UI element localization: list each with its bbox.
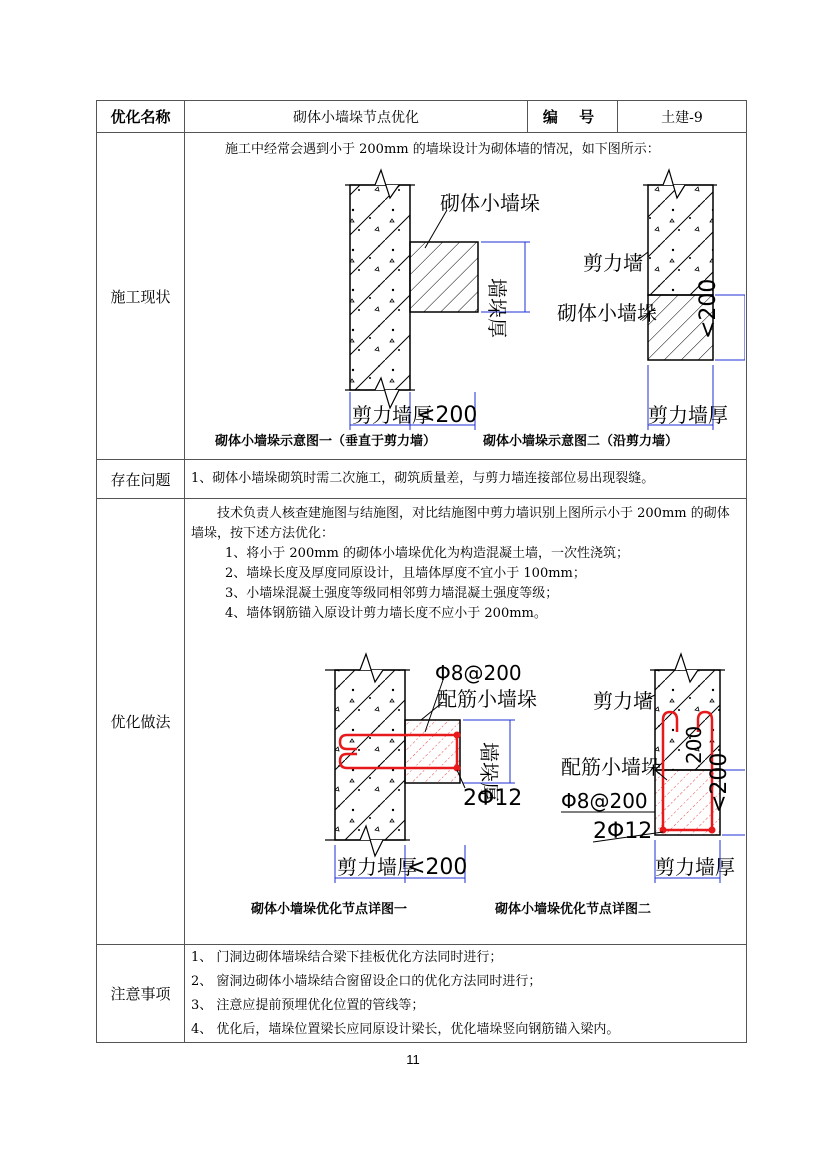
- method-caption-2: 砌体小墙垛优化节点详图二: [495, 902, 652, 917]
- fig3-tag-rebar: 配筋小墙垛: [437, 687, 537, 711]
- masonry-pier-1: [410, 242, 478, 312]
- status-captions: [185, 430, 746, 459]
- fig4-tag-shear: 剪力墙: [593, 689, 653, 713]
- fig2-tag-lt200: <200: [696, 278, 721, 339]
- page-number: 11: [406, 1052, 420, 1067]
- fig1-tag-lt200: <200: [417, 403, 478, 428]
- optimization-number: 土建-9: [618, 101, 747, 133]
- fig2-tag-masonry: 砌体小墙垛: [557, 301, 657, 325]
- fig3-tag-lt200: <200: [407, 855, 468, 880]
- figure-3: [325, 654, 537, 883]
- fig3-tag-wall: 剪力墙厚: [337, 855, 417, 879]
- status-caption-2: 砌体小墙垛示意图二（沿剪力墙）: [483, 434, 679, 449]
- method-captions: [185, 890, 746, 917]
- figure-2: [557, 170, 745, 430]
- method-figures: [185, 640, 745, 890]
- fig4-tag-200: 200: [682, 725, 706, 764]
- optimization-title: 砌体小墙垛节点优化: [185, 101, 528, 133]
- label-method: 优化做法: [97, 499, 185, 945]
- label-number: 编 号: [528, 101, 618, 133]
- label-name: 优化名称: [97, 101, 185, 133]
- method-item-1: 1、将小于 200mm 的砌体小墙垛优化为构造混凝土墙，一次性浇筑；: [225, 546, 630, 561]
- status-row: [97, 133, 747, 460]
- status-caption-1: 砌体小墙垛示意图一（垂直于剪力墙）: [215, 434, 437, 449]
- fig3-tag-bars: 2Φ12: [463, 786, 523, 811]
- note-item-1: 1、 门洞边砌体墙垛结合梁下挂板优化方法同时进行；: [191, 949, 503, 965]
- method-intro: 技术负责人核查建施图与结施图，对比结施图中剪力墙识别上图所示小于 200mm 的砌体墙垛，按下述方法优化：: [191, 506, 730, 541]
- fig4-tag-rebar: 配筋小墙垛: [561, 755, 661, 779]
- method-item-3: 3、小墙垛混凝土强度等级同相邻剪力墙混凝土强度等级；: [225, 586, 559, 601]
- method-content: [185, 499, 747, 945]
- label-problem: 存在问题: [97, 460, 185, 499]
- header-row: [97, 101, 747, 133]
- fig2-tag-shear: 剪力墙: [583, 251, 643, 275]
- fig4-tag-stirrup: Φ8@200: [561, 789, 648, 813]
- shear-wall-1: [350, 185, 410, 390]
- method-row: [97, 499, 747, 945]
- label-status: 施工现状: [97, 133, 185, 460]
- status-content: [185, 133, 747, 460]
- status-figures: [185, 160, 745, 430]
- note-item-3: 3、 注意应提前预埋优化位置的管线等；: [191, 997, 425, 1013]
- method-caption-1: 砌体小墙垛优化节点详图一: [251, 902, 408, 917]
- rebar-pier-3: [405, 720, 460, 783]
- fig3-tag-stirrup: Φ8@200: [435, 661, 522, 685]
- fig4-tag-lt200: <200: [707, 752, 732, 813]
- bar-dot-3a: [454, 732, 461, 739]
- fig1-tag-wall: 剪力墙厚: [352, 403, 432, 427]
- fig3-tag-thick: 墙垛厚: [477, 742, 501, 802]
- problem-row: [97, 460, 747, 499]
- figure-1: [345, 170, 540, 430]
- fig2-tag-wall: 剪力墙厚: [648, 403, 728, 427]
- fig4-tag-bars: 2Φ12: [593, 819, 653, 844]
- fig1-tag-masonry: 砌体小墙垛: [440, 191, 540, 215]
- notes-content: [185, 945, 747, 1043]
- method-item-2: 2、墙垛长度及厚度同原设计，且墙体厚度不宜小于 100mm；: [225, 566, 586, 581]
- note-item-4: 4、 优化后，墙垛位置梁长应同原设计梁长，优化墙垛竖向钢筋锚入梁内。: [191, 1021, 620, 1037]
- optimization-table: [96, 100, 747, 1043]
- status-intro: 施工中经常会遇到小于 200mm 的墙垛设计为砌体墙的情况，如下图所示：: [225, 142, 660, 157]
- fig1-tag-thick: 墙垛厚: [485, 278, 509, 338]
- fig4-tag-wall: 剪力墙厚: [655, 855, 735, 879]
- note-item-2: 2、 窗洞边砌体小墙垛结合窗留设企口的优化方法同时进行；: [191, 973, 542, 989]
- label-notes: 注意事项: [97, 945, 185, 1043]
- problem-text: 1、砌体小墙垛砌筑时需二次施工，砌筑质量差，与剪力墙连接部位易出现裂缝。: [185, 460, 747, 499]
- shear-wall-2: [648, 185, 713, 295]
- method-item-4: 4、墙体钢筋锚入原设计剪力墙长度不应小于 200mm。: [225, 606, 547, 621]
- figure-4: [561, 654, 745, 883]
- notes-row: [97, 945, 747, 1043]
